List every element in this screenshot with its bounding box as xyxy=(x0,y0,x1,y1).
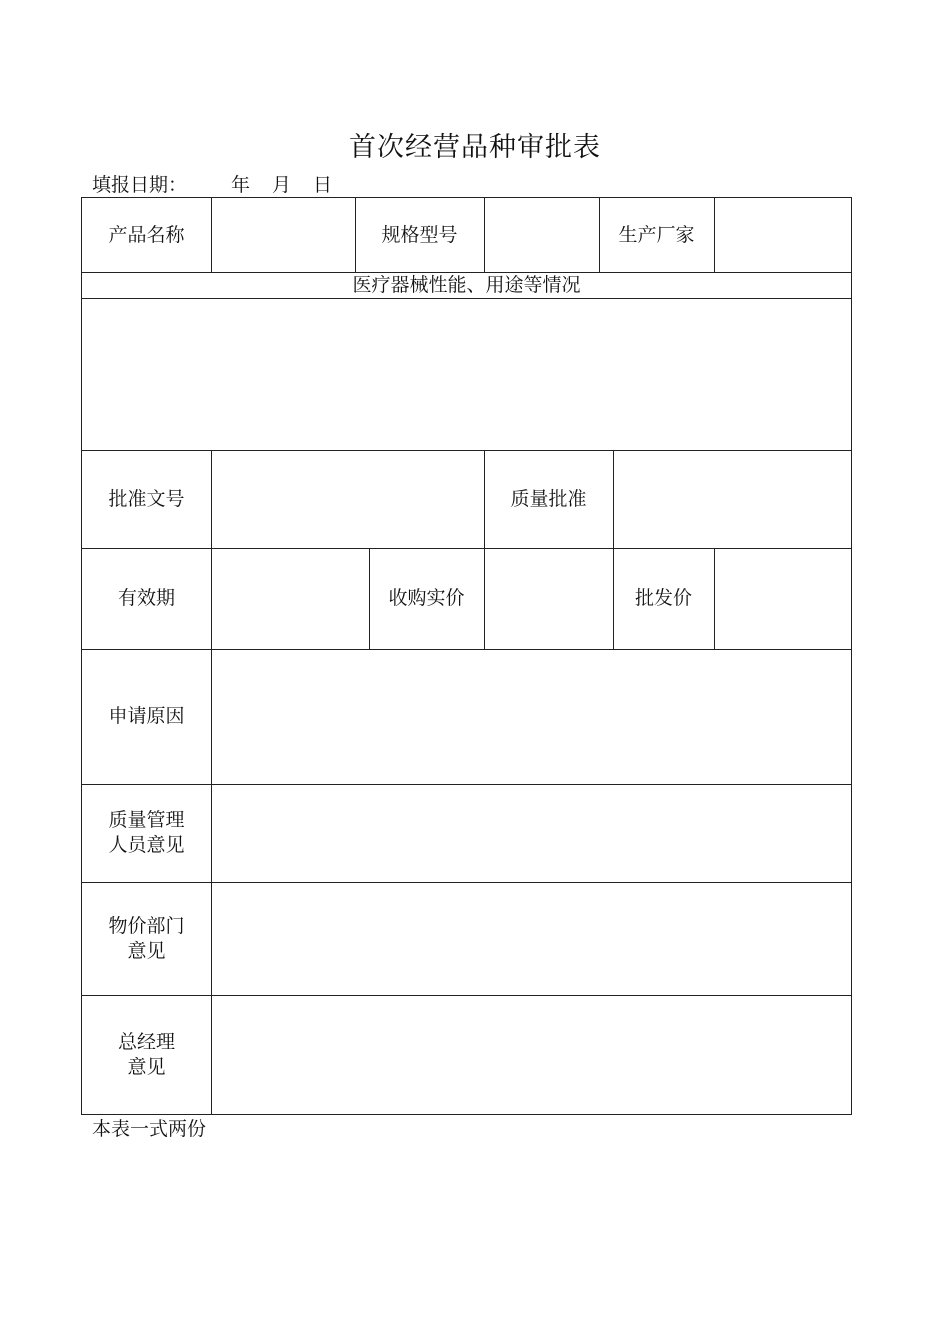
product-name-label: 产品名称 xyxy=(108,223,185,246)
quality-opinion-label-line2: 人员意见 xyxy=(108,834,185,856)
fill-date-year: 年 xyxy=(231,174,251,196)
gm-opinion-label-line1: 总经理 xyxy=(117,1030,175,1053)
application-reason-field[interactable] xyxy=(212,649,851,784)
gm-opinion-field[interactable] xyxy=(212,995,851,1114)
quality-approval-label: 质量批准 xyxy=(510,487,587,510)
pricing-opinion-field[interactable] xyxy=(212,882,851,995)
manufacturer-label: 生产厂家 xyxy=(618,223,695,246)
validity-label: 有效期 xyxy=(117,587,175,609)
footnote: 本表一式两份 xyxy=(92,1118,207,1140)
gm-opinion-label-line2: 意见 xyxy=(127,1055,166,1078)
product-name-field[interactable] xyxy=(212,198,355,272)
quality-approval-field[interactable] xyxy=(614,450,851,548)
quality-opinion-field[interactable] xyxy=(212,784,851,882)
device-info-header: 医疗器械性能、用途等情况 xyxy=(352,273,581,296)
pricing-opinion-label xyxy=(82,882,211,995)
approval-form-table xyxy=(81,197,852,1115)
pricing-opinion-label-line1: 物价部门 xyxy=(108,914,185,937)
approval-number-label: 批准文号 xyxy=(108,487,185,510)
application-reason-label: 申请原因 xyxy=(108,705,185,727)
device-info-field[interactable] xyxy=(82,299,851,450)
wholesale-price-field[interactable] xyxy=(715,548,851,649)
spec-model-field[interactable] xyxy=(485,198,599,272)
purchase-price-label: 收购实价 xyxy=(388,587,465,609)
quality-opinion-label-line1: 质量管理 xyxy=(108,809,185,831)
manufacturer-field[interactable] xyxy=(715,198,851,272)
wholesale-price-label: 批发价 xyxy=(634,587,692,609)
quality-opinion-label xyxy=(82,784,211,882)
fill-date-month: 月 xyxy=(272,174,292,196)
spec-model-label: 规格型号 xyxy=(381,223,458,246)
fill-date-label: 填报日期： xyxy=(92,174,188,196)
gm-opinion-label xyxy=(82,995,211,1114)
fill-date-line xyxy=(92,172,332,198)
pricing-opinion-label-line2: 意见 xyxy=(127,939,166,962)
validity-field[interactable] xyxy=(212,548,369,649)
fill-date-day: 日 xyxy=(313,174,333,196)
page-title: 首次经营品种审批表 xyxy=(349,132,601,163)
approval-number-field[interactable] xyxy=(212,450,484,548)
purchase-price-field[interactable] xyxy=(485,548,613,649)
